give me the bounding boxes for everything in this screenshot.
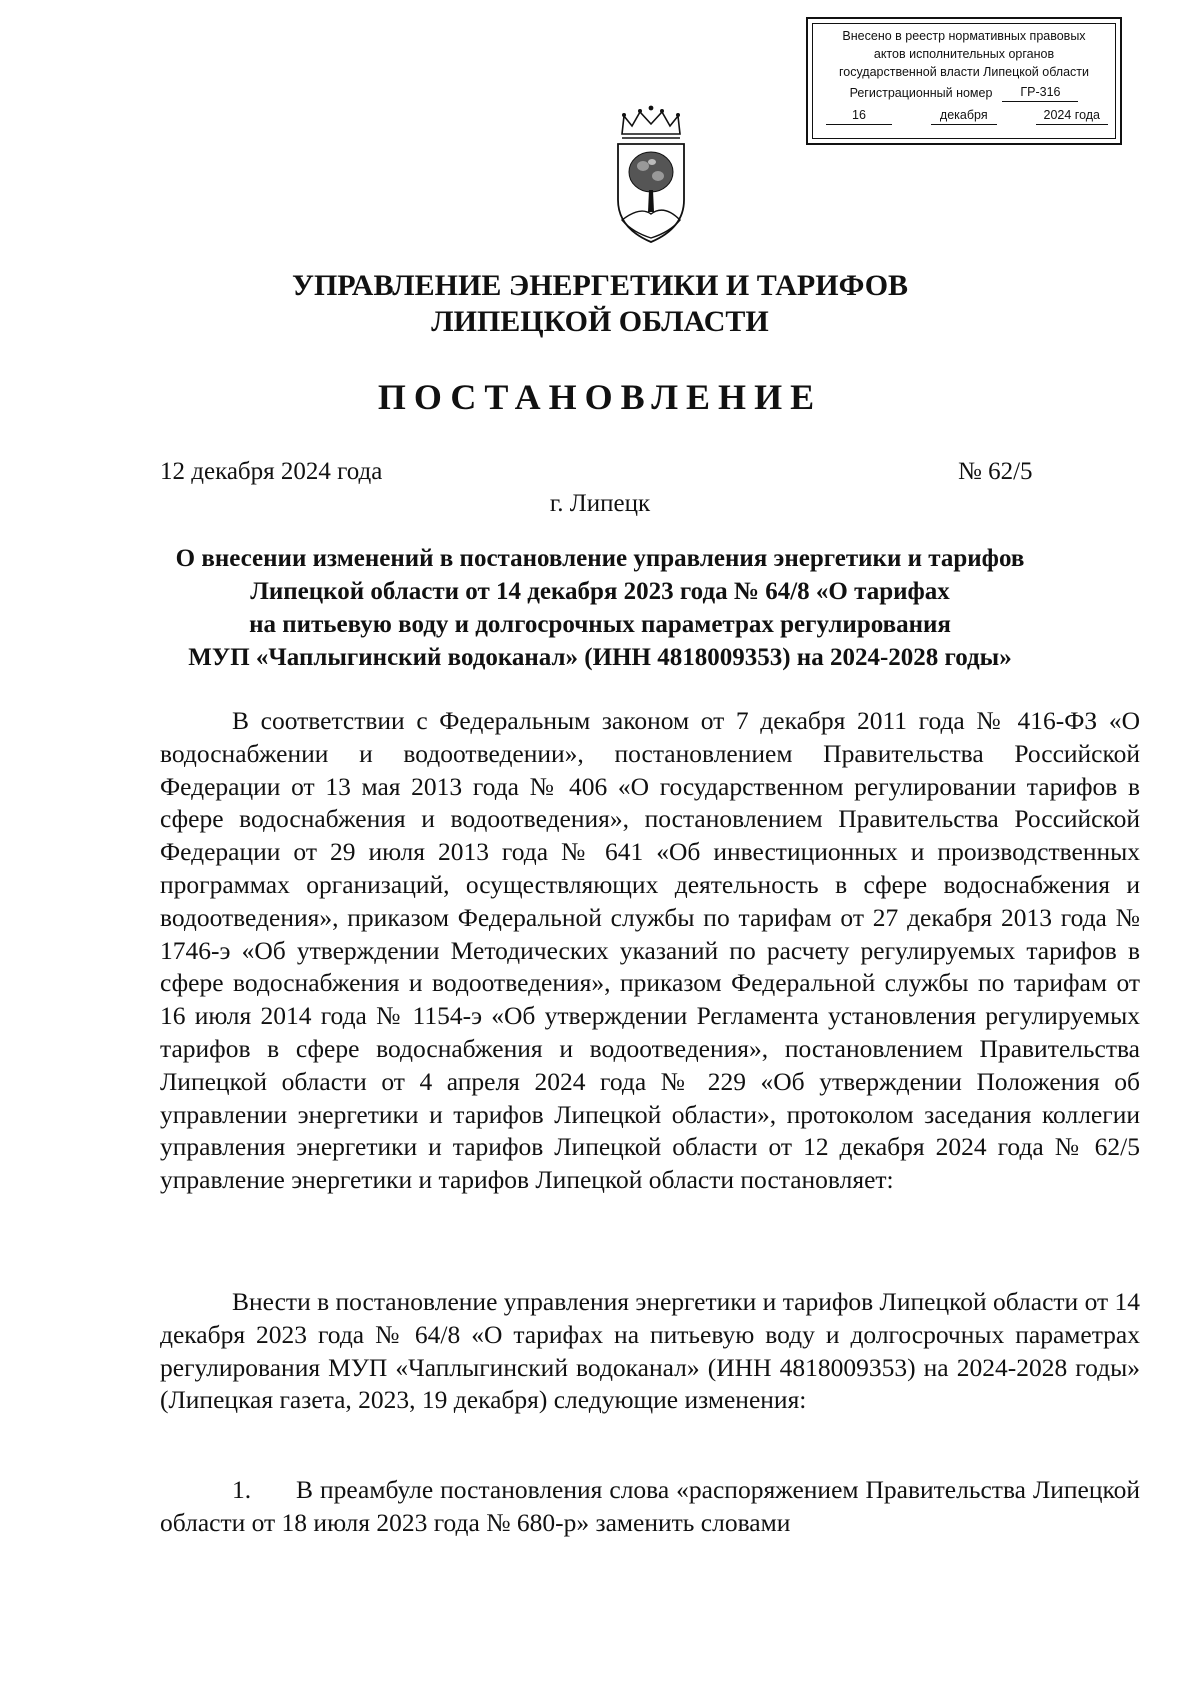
document-number: № 62/5 (958, 458, 1033, 485)
document-type: ПОСТАНОВЛЕНИЕ (377, 377, 823, 417)
subject-line-2: Липецкой области от 14 декабря 2023 года № 64/8 «О тарифах (250, 578, 950, 605)
registry-stamp (806, 17, 1122, 145)
body-paragraph-preamble: В соответствии с Федеральным законом от 7 декабря 2011 года № 416-ФЗ «О водоснабжении и водоотведении», постановлением Правительства Российской Федерации от 13 мая 2013 года № 406 «О государственном регулировании тарифов в сфере водоснабжения и водоотведения», постановлением Правительства Российской Федерации от 29 июля 2013 года № 641 «Об инвестиционных и производственных программах организаций, осуществляющих деятельность в сфере водоснабжения и водоотведения», приказом Федеральной службы по тарифам от 27 декабря 2013 года № 1746-э «Об утверждении Методических указаний по расчету регулируемых тарифов в сфере водоснабжения и водоотведения», приказом Федеральной службы по тарифам от 16 июля 2014 года № 1154-э «Об утверждении Регламента установления регулируемых тарифов в сфере водоснабжения и водоотведения», постановлением Правительства Липецкой области от 4 апреля 2024 года № 229 «Об утверждении Положения об управлении энергетики и тарифов Липецкой области», протоколом заседания коллегии управления энергетики и тарифов Липецкой области от 12 декабря 2024 года № 62/5 управление энергетики и тарифов Липецкой области постановляет: (160, 706, 1140, 1195)
organization-title-line-1: УПРАВЛЕНИЕ ЭНЕРГЕТИКИ И ТАРИФОВ (291, 269, 909, 302)
stamp-reg-number: ГР-316 (1002, 83, 1078, 102)
subject-line-3: на питьевую воду и долгосрочных параметрах регулирования (249, 611, 951, 638)
document-subject (100, 542, 1100, 674)
document-city: г. Липецк (549, 490, 651, 517)
subject-line-1: О внесении изменений в постановление управления энергетики и тарифов (175, 545, 1025, 572)
coat-of-arms-icon (610, 104, 692, 246)
stamp-registration-row (808, 83, 1120, 102)
body-paragraph-item-1 (160, 1474, 1140, 1540)
organization-title (0, 268, 1200, 340)
stamp-date-row (808, 102, 1120, 125)
stamp-line-3: государственной власти Липецкой области (838, 65, 1090, 79)
item-number: 1. (232, 1475, 252, 1504)
stamp-month: декабря (931, 106, 997, 125)
body-paragraph-amendment: Внести в постановление управления энергетики и тарифов Липецкой области от 14 декабря 2023 года № 64/8 «О тарифах на питьевую воду и долгосрочных параметрах регулирования МУП «Чаплыгинский водоканал» (ИНН 4818009353) на 2024-2028 годы» (Липецкая газета, 2023, 19 декабря) следующие изменения: (160, 1287, 1141, 1415)
stamp-reg-label: Регистрационный номер (849, 86, 993, 100)
subject-line-4: МУП «Чаплыгинский водоканал» (ИНН 4818009353) на 2024-2028 годы» (188, 644, 1012, 671)
item-text: В преамбуле постановления слова «распоряжением Правительства Липецкой области от 18 июля 2023 года № 680-р» заменить словами (160, 1475, 1140, 1537)
stamp-year: 2024 года (1036, 106, 1109, 125)
stamp-line-1: Внесено в реестр нормативных правовых (842, 29, 1086, 43)
document-date: 12 декабря 2024 года (160, 458, 383, 485)
organization-title-line-2: ЛИПЕЦКОЙ ОБЛАСТИ (431, 305, 769, 338)
stamp-day: 16 (826, 106, 892, 125)
stamp-line-2: актов исполнительных органов (873, 47, 1055, 61)
